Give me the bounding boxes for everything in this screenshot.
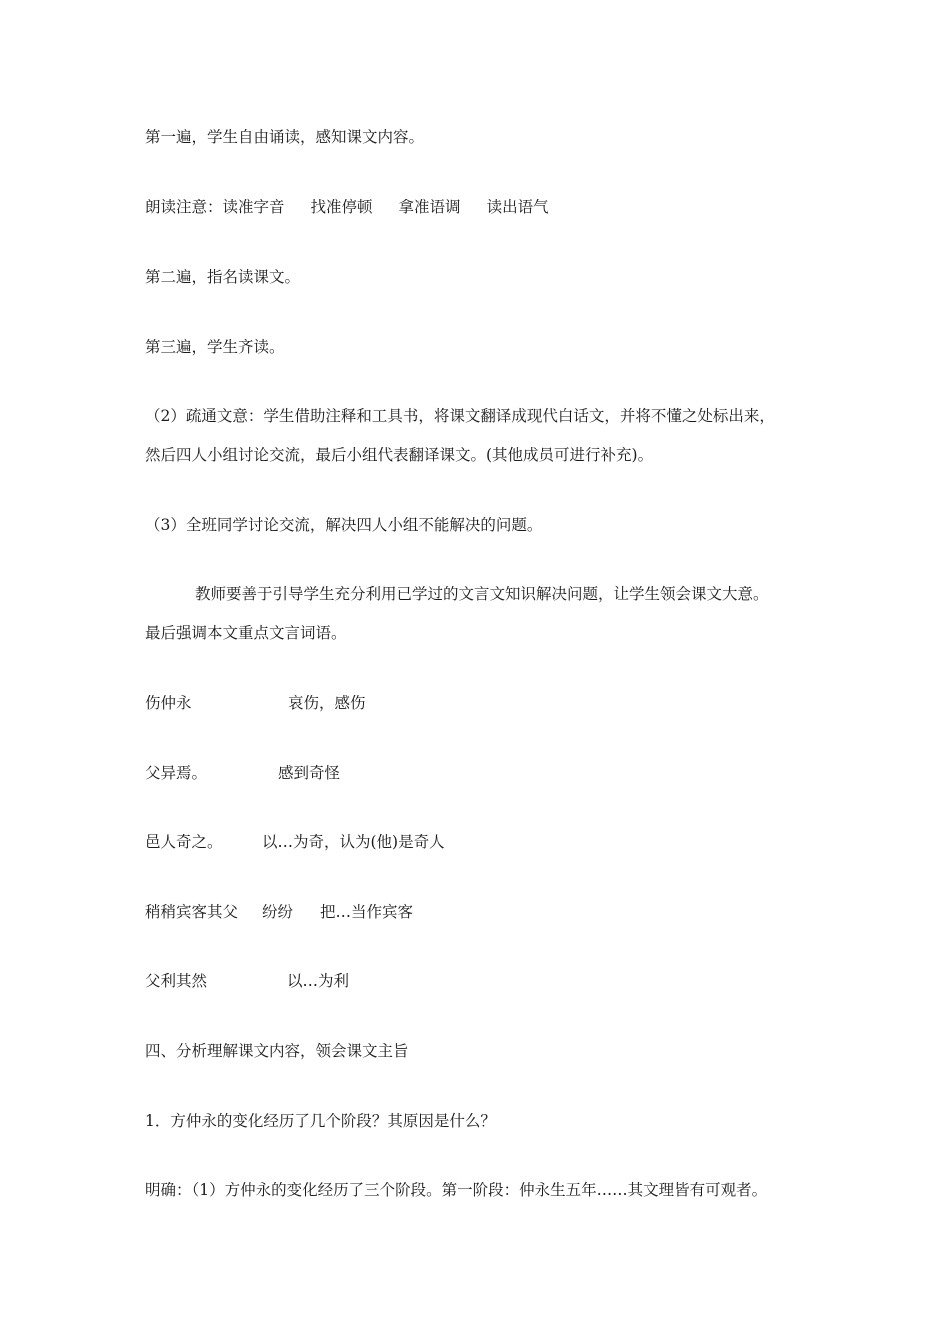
paragraph-teacher-line1: 教师要善于引导学生充分利用已学过的文言文知识解决问题，让学生领会课文大意。 [195,585,769,603]
vocab-meaning: 感到奇怪 [278,764,341,782]
question-1: 1．方仲永的变化经历了几个阶段？其原因是什么？ [145,1112,496,1130]
reading-notes [145,197,549,217]
section-heading: 四、分析理解课文内容，领会课文主旨 [145,1042,409,1060]
answer-1: 明确：（1）方仲永的变化经历了三个阶段。第一阶段：仲永生五年……其文理皆有可观者。 [145,1181,768,1199]
paragraph-third-reading: 第三遍，学生齐读。 [145,338,285,356]
reading-note-item: 读准字音 [222,198,285,216]
vocab-term: 稍稍宾客其父 [145,903,239,921]
vocab-meaning: 以…为奇，认为(他)是奇人 [262,833,445,851]
paragraph-first-reading: 第一遍，学生自由诵读，感知课文内容。 [145,128,425,146]
vocab-term: 伤仲永 [145,694,192,712]
reading-note-item: 拿准语调 [398,198,461,216]
vocab-term-secondary: 纷纷 [262,903,294,921]
vocab-term: 父异焉。 [145,764,208,782]
paragraph-second-reading: 第二遍，指名读课文。 [145,268,301,286]
vocab-meaning: 把…当作宾客 [320,903,414,921]
paragraph-translation-line2: 然后四人小组讨论交流，最后小组代表翻译课文。(其他成员可进行补充)。 [145,446,654,464]
reading-note-item: 找准停顿 [310,198,373,216]
paragraph-teacher-line2: 最后强调本文重点文言词语。 [145,624,347,642]
vocab-term: 邑人奇之。 [145,833,223,851]
reading-notes-prefix: 朗读注意： [145,198,223,216]
vocab-meaning: 哀伤，感伤 [288,694,366,712]
vocab-meaning: 以…为利 [287,972,350,990]
reading-note-item: 读出语气 [486,198,549,216]
vocab-term: 父利其然 [145,972,208,990]
paragraph-class-discussion: （3）全班同学讨论交流，解决四人小组不能解决的问题。 [145,516,543,534]
paragraph-translation-line1: （2）疏通文意：学生借助注释和工具书，将课文翻译成现代白话文，并将不懂之处标出来， [145,407,775,425]
